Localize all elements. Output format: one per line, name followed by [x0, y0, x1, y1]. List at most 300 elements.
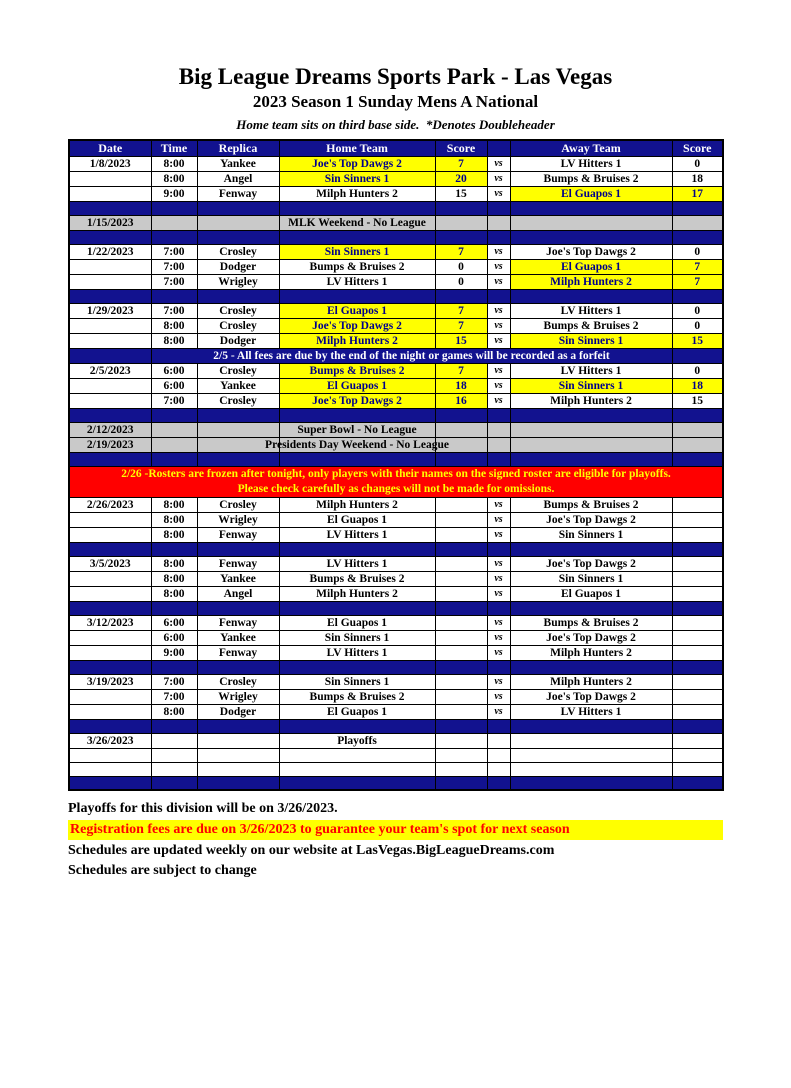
home-team-cell: Sin Sinners 1: [279, 171, 435, 186]
spacer-cell: [279, 289, 435, 303]
empty-cell: [197, 748, 279, 762]
away-score-cell: [672, 437, 723, 452]
empty-row: [69, 748, 723, 762]
spacer-cell: [487, 660, 510, 674]
spacer-cell: [69, 201, 151, 215]
replica-cell: Yankee: [197, 630, 279, 645]
spacer-cell: [151, 542, 197, 556]
game-row: [69, 556, 723, 571]
empty-cell: [435, 762, 487, 776]
column-header: Score: [435, 140, 487, 156]
game-row: [69, 378, 723, 393]
replica-cell: [197, 422, 279, 437]
home-score-cell: 15: [435, 333, 487, 348]
vs-cell: [487, 422, 510, 437]
replica-cell: Wrigley: [197, 689, 279, 704]
spacer-cell: [151, 289, 197, 303]
vs-label: vs: [487, 244, 510, 259]
vs-cell: [487, 437, 510, 452]
home-score-cell: 0: [435, 259, 487, 274]
game-row: [69, 615, 723, 630]
away-score-cell: 18: [672, 171, 723, 186]
spacer-cell: [435, 776, 487, 790]
home-team-cell: Sin Sinners 1: [279, 674, 435, 689]
away-score-cell: [672, 422, 723, 437]
spacer-row: [69, 452, 723, 466]
away-score-cell: [672, 512, 723, 527]
spacer-cell: [510, 452, 672, 466]
home-score-cell: [435, 556, 487, 571]
away-score-cell: [672, 674, 723, 689]
spacer-cell: [279, 542, 435, 556]
replica-cell: Crosley: [197, 318, 279, 333]
spacer-cell: [487, 601, 510, 615]
home-score-cell: 16: [435, 393, 487, 408]
no-league-message-cell: [279, 215, 435, 230]
column-header: Score: [672, 140, 723, 156]
home-team-cell: LV Hitters 1: [279, 274, 435, 289]
game-row: [69, 171, 723, 186]
away-team-cell: Bumps & Bruises 2: [510, 615, 672, 630]
time-cell: [151, 437, 197, 452]
time-cell: 6:00: [151, 378, 197, 393]
spacer-cell: [69, 542, 151, 556]
time-cell: 6:00: [151, 363, 197, 378]
vs-cell: [487, 215, 510, 230]
empty-cell: [487, 748, 510, 762]
home-score-cell: [435, 497, 487, 512]
time-cell: 8:00: [151, 512, 197, 527]
date-cell: 3/26/2023: [69, 733, 151, 748]
away-team-cell: El Guapos 1: [510, 259, 672, 274]
spacer-cell: [151, 452, 197, 466]
replica-cell: Crosley: [197, 674, 279, 689]
date-cell: 3/19/2023: [69, 674, 151, 689]
spacer-cell: [69, 230, 151, 244]
time-cell: 7:00: [151, 244, 197, 259]
spacer-cell: [151, 201, 197, 215]
empty-cell: [487, 762, 510, 776]
away-team-cell: Sin Sinners 1: [510, 378, 672, 393]
replica-cell: Yankee: [197, 378, 279, 393]
playoffs-row: [69, 733, 723, 748]
spacer-cell: [487, 230, 510, 244]
replica-cell: Fenway: [197, 645, 279, 660]
spacer-cell: [487, 408, 510, 422]
home-team-cell: Joe's Top Dawgs 2: [279, 156, 435, 171]
spacer-cell: [672, 660, 723, 674]
time-cell: [151, 733, 197, 748]
empty-cell: [151, 762, 197, 776]
spacer-cell: [69, 776, 151, 790]
field-note: Home team sits on third base side. *Denotes Doubleheader: [236, 117, 555, 132]
home-score-cell: [435, 689, 487, 704]
column-header: Time: [151, 140, 197, 156]
empty-cell: [69, 748, 151, 762]
away-score-cell: 0: [672, 303, 723, 318]
time-cell: 6:00: [151, 615, 197, 630]
game-row: [69, 363, 723, 378]
date-cell: 1/8/2023: [69, 156, 151, 171]
column-header: Home Team: [279, 140, 435, 156]
spacer-row: [69, 408, 723, 422]
home-team-cell: Sin Sinners 1: [279, 244, 435, 259]
away-score-cell: [672, 689, 723, 704]
spacer-cell: [487, 201, 510, 215]
spacer-cell: [435, 201, 487, 215]
empty-cell: [279, 762, 435, 776]
away-team-cell: Bumps & Bruises 2: [510, 497, 672, 512]
away-score-cell: [672, 645, 723, 660]
away-team-cell: Milph Hunters 2: [510, 274, 672, 289]
schedule-page: [0, 64, 791, 1088]
spacer-cell: [197, 230, 279, 244]
game-row: [69, 704, 723, 719]
date-cell: [69, 378, 151, 393]
no-league-row: [69, 215, 723, 230]
no-league-text: Presidents Day Weekend - No League: [265, 438, 449, 451]
game-row: [69, 512, 723, 527]
time-cell: 8:00: [151, 527, 197, 542]
time-cell: 7:00: [151, 393, 197, 408]
time-cell: 8:00: [151, 318, 197, 333]
spacer-cell: [672, 289, 723, 303]
away-team-cell: Milph Hunters 2: [510, 674, 672, 689]
vs-label: vs: [487, 186, 510, 201]
away-team-cell: Bumps & Bruises 2: [510, 318, 672, 333]
home-team-cell: LV Hitters 1: [279, 527, 435, 542]
vs-label: vs: [487, 393, 510, 408]
date-cell: [69, 186, 151, 201]
date-cell: 1/15/2023: [69, 215, 151, 230]
vs-label: vs: [487, 674, 510, 689]
vs-label: vs: [487, 378, 510, 393]
vs-label: vs: [487, 586, 510, 601]
away-team-cell: Milph Hunters 2: [510, 393, 672, 408]
replica-cell: Dodger: [197, 704, 279, 719]
empty-cell: [435, 748, 487, 762]
spacer-cell: [69, 601, 151, 615]
roster-notice-row: [69, 466, 723, 497]
spacer-row: [69, 776, 723, 790]
home-score-cell: 7: [435, 363, 487, 378]
vs-label: vs: [487, 571, 510, 586]
replica-cell: [197, 733, 279, 748]
game-row: [69, 674, 723, 689]
game-row: [69, 259, 723, 274]
replica-cell: Wrigley: [197, 274, 279, 289]
home-score-cell: 18: [435, 378, 487, 393]
away-score-cell: 0: [672, 363, 723, 378]
spacer-cell: [151, 408, 197, 422]
home-score-cell: 7: [435, 303, 487, 318]
empty-row: [69, 762, 723, 776]
vs-label: vs: [487, 274, 510, 289]
spacer-cell: [672, 230, 723, 244]
spacer-cell: [197, 408, 279, 422]
home-score-cell: [435, 615, 487, 630]
empty-cell: [197, 762, 279, 776]
time-cell: 6:00: [151, 630, 197, 645]
spacer-cell: [435, 408, 487, 422]
schedule-table-body: [69, 156, 723, 790]
vs-label: vs: [487, 497, 510, 512]
empty-cell: [151, 748, 197, 762]
column-header: Date: [69, 140, 151, 156]
away-team-cell: Sin Sinners 1: [510, 571, 672, 586]
no-league-text: Super Bowl - No League: [297, 423, 417, 436]
away-team-cell: Bumps & Bruises 2: [510, 171, 672, 186]
home-team-cell: LV Hitters 1: [279, 645, 435, 660]
away-team-cell: El Guapos 1: [510, 586, 672, 601]
replica-cell: Yankee: [197, 156, 279, 171]
time-cell: 7:00: [151, 274, 197, 289]
spacer-cell: [151, 776, 197, 790]
date-cell: 2/19/2023: [69, 437, 151, 452]
date-cell: [69, 571, 151, 586]
time-cell: 7:00: [151, 259, 197, 274]
spacer-cell: [151, 230, 197, 244]
vs-label: vs: [487, 303, 510, 318]
header-row: [69, 140, 723, 156]
vs-label: vs: [487, 259, 510, 274]
spacer-cell: [435, 719, 487, 733]
spacer-cell: [487, 452, 510, 466]
spacer-cell: [487, 542, 510, 556]
spacer-cell: [151, 719, 197, 733]
away-score-cell: [672, 556, 723, 571]
game-row: [69, 156, 723, 171]
time-cell: 7:00: [151, 689, 197, 704]
date-cell: [69, 348, 151, 363]
website-note: Schedules are updated weekly on our website at LasVegas.BigLeagueDreams.com: [68, 843, 555, 858]
away-team-cell: El Guapos 1: [510, 186, 672, 201]
away-score-cell: [672, 348, 723, 363]
no-league-row: [69, 422, 723, 437]
away-team-cell: Sin Sinners 1: [510, 333, 672, 348]
spacer-cell: [672, 201, 723, 215]
vs-label: vs: [487, 615, 510, 630]
date-cell: [69, 645, 151, 660]
spacer-cell: [510, 660, 672, 674]
time-cell: 8:00: [151, 571, 197, 586]
away-score-cell: [672, 571, 723, 586]
vs-label: vs: [487, 363, 510, 378]
replica-cell: Dodger: [197, 259, 279, 274]
home-team-cell: El Guapos 1: [279, 303, 435, 318]
spacer-cell: [510, 230, 672, 244]
spacer-cell: [510, 601, 672, 615]
game-row: [69, 689, 723, 704]
time-cell: 8:00: [151, 156, 197, 171]
date-cell: [69, 171, 151, 186]
home-score-cell: [435, 586, 487, 601]
home-score-cell: 7: [435, 318, 487, 333]
away-team-cell: Joe's Top Dawgs 2: [510, 689, 672, 704]
replica-cell: Fenway: [197, 615, 279, 630]
no-league-text: MLK Weekend - No League: [288, 216, 426, 229]
home-score-cell: [435, 733, 487, 748]
spacer-cell: [672, 601, 723, 615]
game-row: [69, 333, 723, 348]
away-score-cell: [672, 615, 723, 630]
spacer-row: [69, 719, 723, 733]
date-cell: [69, 586, 151, 601]
away-team-cell: Milph Hunters 2: [510, 645, 672, 660]
vs-label: vs: [487, 333, 510, 348]
game-row: [69, 527, 723, 542]
date-cell: 3/5/2023: [69, 556, 151, 571]
away-team-cell: [510, 437, 672, 452]
date-cell: 1/22/2023: [69, 244, 151, 259]
page-subtitle: 2023 Season 1 Sunday Mens A National: [252, 92, 539, 111]
home-score-cell: 7: [435, 156, 487, 171]
vs-label: vs: [487, 171, 510, 186]
away-score-cell: 15: [672, 393, 723, 408]
vs-cell: [487, 733, 510, 748]
spacer-cell: [69, 719, 151, 733]
spacer-cell: [487, 719, 510, 733]
empty-cell: [510, 748, 672, 762]
spacer-cell: [435, 230, 487, 244]
column-header: Away Team: [510, 140, 672, 156]
vs-label: vs: [487, 689, 510, 704]
away-score-cell: [672, 704, 723, 719]
date-cell: 2/26/2023: [69, 497, 151, 512]
away-score-cell: 0: [672, 318, 723, 333]
home-team-cell: Sin Sinners 1: [279, 630, 435, 645]
game-row: [69, 244, 723, 259]
away-score-cell: [672, 215, 723, 230]
home-score-cell: [435, 512, 487, 527]
vs-label: vs: [487, 630, 510, 645]
vs-label: vs: [487, 556, 510, 571]
spacer-cell: [672, 408, 723, 422]
home-team-cell: Milph Hunters 2: [279, 186, 435, 201]
date-cell: [69, 274, 151, 289]
date-cell: [69, 689, 151, 704]
spacer-cell: [69, 289, 151, 303]
date-cell: 2/12/2023: [69, 422, 151, 437]
spacer-cell: [279, 230, 435, 244]
replica-cell: Crosley: [197, 363, 279, 378]
game-row: [69, 318, 723, 333]
home-score-cell: [435, 215, 487, 230]
spacer-cell: [197, 542, 279, 556]
home-score-cell: [435, 645, 487, 660]
replica-cell: Crosley: [197, 244, 279, 259]
spacer-row: [69, 201, 723, 215]
away-score-cell: 15: [672, 333, 723, 348]
spacer-cell: [69, 660, 151, 674]
vs-label: vs: [487, 318, 510, 333]
home-score-cell: [435, 422, 487, 437]
spacer-cell: [279, 776, 435, 790]
home-score-cell: [435, 527, 487, 542]
empty-cell: [69, 762, 151, 776]
home-score-cell: 15: [435, 186, 487, 201]
spacer-cell: [672, 542, 723, 556]
no-league-message-cell: [279, 422, 435, 437]
spacer-cell: [151, 660, 197, 674]
roster-notice-line: Please check carefully as changes will not be made for omissions.: [237, 482, 555, 495]
time-cell: 8:00: [151, 586, 197, 601]
replica-cell: Fenway: [197, 556, 279, 571]
empty-cell: [672, 762, 723, 776]
away-team-cell: Joe's Top Dawgs 2: [510, 244, 672, 259]
playoffs-label-cell: Playoffs: [279, 733, 435, 748]
home-score-cell: [435, 704, 487, 719]
spacer-cell: [197, 660, 279, 674]
vs-label: vs: [487, 645, 510, 660]
away-score-cell: 18: [672, 378, 723, 393]
date-cell: 1/29/2023: [69, 303, 151, 318]
away-score-cell: [672, 630, 723, 645]
home-score-cell: 7: [435, 244, 487, 259]
replica-cell: Angel: [197, 586, 279, 601]
date-cell: [69, 259, 151, 274]
away-team-cell: LV Hitters 1: [510, 704, 672, 719]
spacer-cell: [197, 776, 279, 790]
spacer-cell: [487, 289, 510, 303]
game-row: [69, 186, 723, 201]
spacer-cell: [672, 776, 723, 790]
away-score-cell: [672, 586, 723, 601]
spacer-row: [69, 230, 723, 244]
date-cell: 3/12/2023: [69, 615, 151, 630]
home-team-cell: Milph Hunters 2: [279, 586, 435, 601]
spacer-cell: [672, 452, 723, 466]
spacer-cell: [435, 452, 487, 466]
spacer-cell: [197, 601, 279, 615]
date-cell: [69, 318, 151, 333]
spacer-cell: [435, 542, 487, 556]
roster-notice-line: 2/26 -Rosters are frozen after tonight, only players with their names on the signed roster are eligible for playoffs.: [121, 467, 671, 480]
replica-cell: Crosley: [197, 393, 279, 408]
replica-cell: [197, 215, 279, 230]
home-team-cell: Bumps & Bruises 2: [279, 689, 435, 704]
date-cell: [69, 704, 151, 719]
away-team-cell: LV Hitters 1: [510, 303, 672, 318]
date-cell: [69, 527, 151, 542]
time-cell: 8:00: [151, 556, 197, 571]
home-team-cell: Bumps & Bruises 2: [279, 363, 435, 378]
away-score-cell: [672, 733, 723, 748]
spacer-row: [69, 542, 723, 556]
schedule-table: [68, 139, 724, 791]
time-cell: [151, 215, 197, 230]
home-team-cell: Milph Hunters 2: [279, 333, 435, 348]
away-score-cell: 7: [672, 274, 723, 289]
home-score-cell: 20: [435, 171, 487, 186]
away-score-cell: [672, 497, 723, 512]
spacer-cell: [435, 660, 487, 674]
spacer-cell: [487, 776, 510, 790]
game-row: [69, 630, 723, 645]
spacer-cell: [435, 289, 487, 303]
vs-label: vs: [487, 527, 510, 542]
vs-label: vs: [487, 156, 510, 171]
schedule-table-header: [69, 140, 723, 156]
time-cell: 7:00: [151, 674, 197, 689]
replica-cell: Wrigley: [197, 512, 279, 527]
home-team-cell: Joe's Top Dawgs 2: [279, 318, 435, 333]
column-header: [487, 140, 510, 156]
no-league-message-cell: [265, 437, 449, 452]
replica-cell: Crosley: [197, 497, 279, 512]
fees-notice-row: [69, 348, 723, 363]
spacer-cell: [279, 452, 435, 466]
